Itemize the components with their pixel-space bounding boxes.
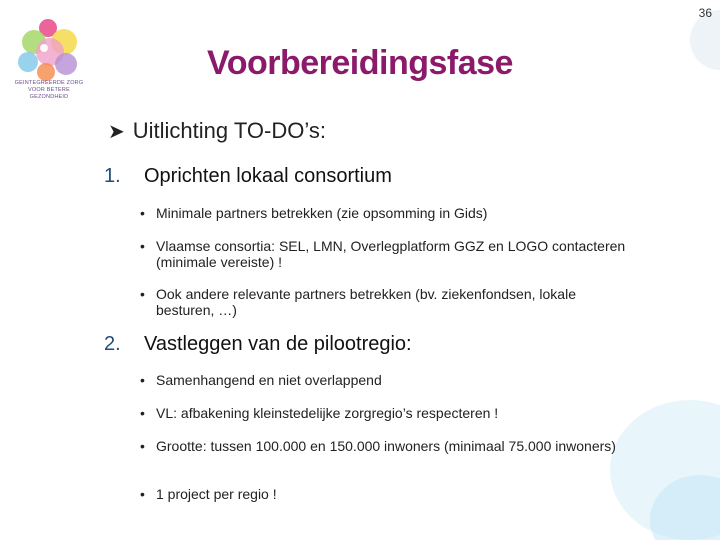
section-number: 1.	[104, 165, 121, 187]
list-item: • Vlaamse consortia: SEL, LMN, Overlegplatform GGZ en LOGO contacteren (minimale vereiste) !	[140, 238, 636, 270]
list-item: • Ook andere relevante partners betrekken (bv. ziekenfondsen, lokale besturen, …)	[140, 286, 636, 318]
section-1-heading	[104, 165, 392, 188]
section-heading-text: Vastleggen van de pilootregio:	[144, 333, 412, 355]
section-2-heading	[104, 333, 412, 356]
section-number: 2.	[104, 333, 121, 355]
logo-caption-line2: VOOR BETERE GEZONDHEID	[28, 87, 70, 100]
list-item: • 1 project per regio !	[140, 486, 636, 502]
list-item: • Minimale partners betrekken (zie opsomming in Gids)	[140, 205, 636, 221]
list-item: • VL: afbakening kleinstedelijke zorgregio’s respecteren !	[140, 405, 636, 421]
slide-title: Voorbereidingsfase	[207, 44, 513, 82]
list-item: • Grootte: tussen 100.000 en 150.000 inwoners (minimaal 75.000 inwoners)	[140, 438, 636, 454]
logo-caption-line1: GEINTEGREERDE ZORG	[14, 80, 84, 86]
subtitle-text: Uitlichting TO-DO’s:	[132, 118, 326, 143]
section-heading-text: Oprichten lokaal consortium	[144, 165, 392, 187]
subtitle	[108, 118, 326, 144]
logo-caption	[10, 80, 88, 101]
arrow-bullet-icon: ➤	[108, 121, 125, 143]
list-item: • Samenhangend en niet overlappend	[140, 372, 636, 388]
slide-number: 36	[698, 6, 712, 20]
